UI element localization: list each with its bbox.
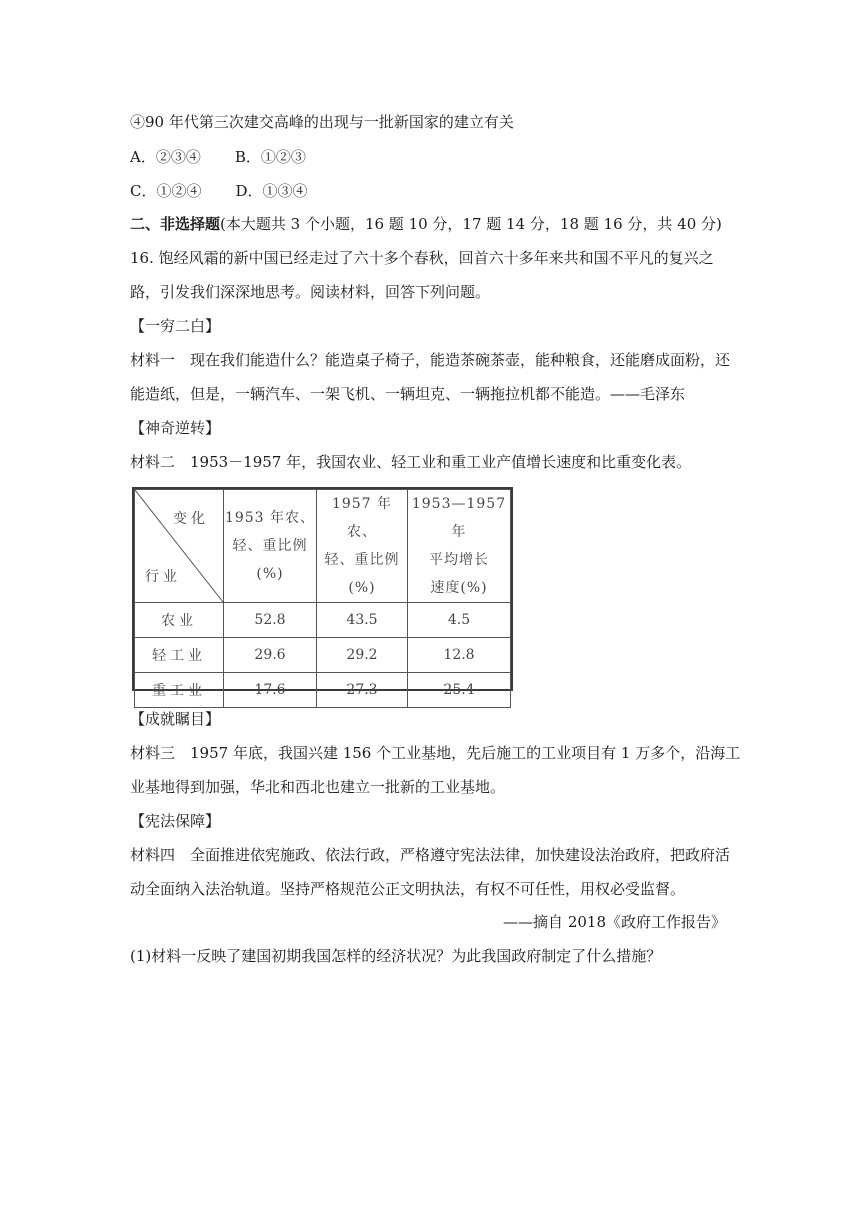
cell-1957: 43.5 bbox=[317, 603, 408, 638]
section-note: (本大题共 3 个小题，16 题 10 分，17 题 14 分，18 题 16 分，共 40 分) bbox=[220, 215, 722, 233]
question-16-part-1: (1)材料一反映了建国初期我国怎样的经济状况？为此我国政府制定了什么措施？ bbox=[130, 947, 662, 965]
material-1-line-1: 材料一 现在我们能造什么？能造桌子椅子，能造茶碗茶壶，能种粮食，还能磨成面粉，还 bbox=[130, 351, 731, 369]
material-4-line-2: 动全面纳入法治轨道。坚持严格规范公正文明执法，有权不可任性，用权必受监督。 bbox=[130, 880, 686, 898]
heading-chengjiu-zhumu: 【成就瞩目】 bbox=[130, 710, 221, 728]
row-label: 农业 bbox=[135, 603, 224, 638]
table-row bbox=[135, 638, 511, 673]
industry-ratio-table bbox=[132, 487, 513, 699]
answer-row-cd bbox=[130, 181, 308, 201]
section-heading bbox=[130, 214, 722, 234]
option-c: C．①②④ bbox=[130, 182, 202, 200]
option-d: D．①③④ bbox=[235, 182, 308, 200]
table-row bbox=[135, 673, 511, 708]
cell-1953: 17.6 bbox=[224, 673, 317, 708]
option-b: B．①②③ bbox=[234, 148, 306, 166]
row-label: 重工业 bbox=[135, 673, 224, 708]
cell-growth: 4.5 bbox=[408, 603, 511, 638]
material-2-line-1: 材料二 1953－1957 年，我国农业、轻工业和重工业产值增长速度和比重变化表。 bbox=[130, 453, 692, 471]
cell-growth: 12.8 bbox=[408, 638, 511, 673]
cell-1957: 27.3 bbox=[317, 673, 408, 708]
material-1-line-2: 能造纸，但是，一辆汽车、一架飞机、一辆坦克、一辆拖拉机都不能造。——毛泽东 bbox=[130, 385, 686, 403]
option-item-4: ④90 年代第三次建交高峰的出现与一批新国家的建立有关 bbox=[130, 113, 514, 131]
material-4-source: ——摘自 2018《政府工作报告》 bbox=[503, 913, 726, 931]
table-row bbox=[135, 603, 511, 638]
cell-growth: 25.4 bbox=[408, 673, 511, 708]
table-header-1953: 1953 年农、 轻、重比例 (%) bbox=[224, 490, 317, 603]
section-title: 二、非选择题 bbox=[130, 215, 221, 233]
cell-1953: 52.8 bbox=[224, 603, 317, 638]
heading-yiqiong-erbai: 【一穷二白】 bbox=[130, 317, 221, 335]
table-header-1957: 1957 年农、 轻、重比例 (%) bbox=[317, 490, 408, 603]
material-3-line-1: 材料三 1957 年底，我国兴建 156 个工业基地，先后施工的工业项目有 1 万多个，沿海工 bbox=[130, 744, 741, 762]
cell-1953: 29.6 bbox=[224, 638, 317, 673]
option-a: A．②③④ bbox=[130, 148, 201, 166]
corner-label-industry: 行业 bbox=[145, 569, 181, 585]
material-4-line-1: 材料四 全面推进依宪施政、依法行政，严格遵守宪法法律，加快建设法治政府，把政府活 bbox=[130, 846, 731, 864]
question-16-line-1: 16. 饱经风霜的新中国已经走过了六十多个春秋，回首六十多年来共和国不平凡的复兴之 bbox=[130, 249, 714, 267]
table-corner-cell bbox=[135, 490, 224, 603]
heading-shenqi-nizhuan: 【神奇逆转】 bbox=[130, 419, 221, 437]
cell-1957: 29.2 bbox=[317, 638, 408, 673]
table-header-growth: 1953—1957 年 平均增长 速度(%) bbox=[408, 490, 511, 603]
question-16-line-2: 路，引发我们深深地思考。阅读材料，回答下列问题。 bbox=[130, 283, 491, 301]
heading-xianfa-baozhang: 【宪法保障】 bbox=[130, 812, 221, 830]
table-header-row bbox=[135, 490, 511, 603]
answer-row-ab bbox=[130, 147, 306, 167]
material-3-line-2: 业基地得到加强，华北和西北也建立一批新的工业基地。 bbox=[130, 778, 506, 796]
row-label: 轻工业 bbox=[135, 638, 224, 673]
corner-label-change: 变化 bbox=[173, 511, 209, 527]
